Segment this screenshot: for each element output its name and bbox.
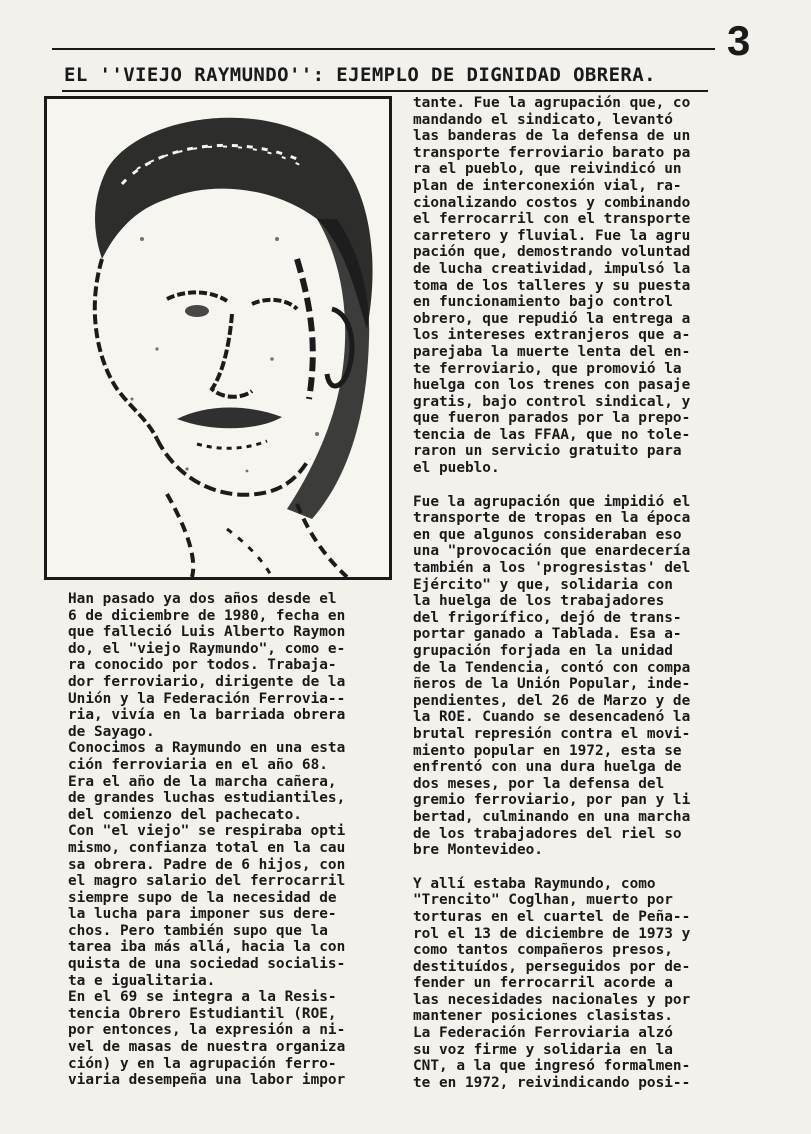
text-line: dos meses, por la defensa del xyxy=(413,775,665,792)
text-line: raron un servicio gratuito para xyxy=(413,443,682,460)
text-line: do, el "viejo Raymundo", como e- xyxy=(68,640,346,657)
paragraph xyxy=(413,876,690,1092)
text-line: tante. Fue la agrupación que, co xyxy=(413,95,691,111)
text-line: 6 de diciembre de 1980, fecha en xyxy=(68,607,346,624)
text-line: la lucha para imponer sus dere- xyxy=(68,906,337,923)
text-line: las necesidades nacionales y por xyxy=(413,991,691,1008)
text-line: parejaba la muerte lenta del en- xyxy=(413,343,691,360)
right-column-text xyxy=(413,95,690,1091)
text-line: te ferroviario, que promovió la xyxy=(413,360,682,377)
text-line: de la Tendencia, contó con compa xyxy=(413,659,691,676)
text-line: portar ganado a Tablada. Esa a- xyxy=(413,626,682,643)
text-line: "Trencito" Coglhan, muerto por xyxy=(413,892,673,909)
text-line: de lucha creatividad, impulsó la xyxy=(413,260,691,277)
text-line: de grandes luchas estudiantiles, xyxy=(68,790,346,807)
text-line: el magro salario del ferrocarril xyxy=(68,873,346,890)
text-line: plan de interconexión vial, ra- xyxy=(413,177,682,194)
text-line: como tantos compañeros presos, xyxy=(413,942,673,959)
text-line: pación que, demostrando voluntad xyxy=(413,244,691,261)
text-line: te en 1972, reivindicando posi-- xyxy=(413,1074,691,1091)
text-line: de los trabajadores del riel so xyxy=(413,825,682,842)
text-line: fender un ferrocarril acorde a xyxy=(413,975,673,992)
text-line: huelga con los trenes con pasaje xyxy=(413,377,691,394)
paragraph xyxy=(68,989,345,1089)
text-line: pendientes, del 26 de Marzo y de xyxy=(413,692,691,709)
text-line: ta e igualitaria. xyxy=(68,972,216,989)
text-line: ra conocido por todos. Trabaja- xyxy=(68,657,337,674)
portrait-illustration xyxy=(47,99,389,577)
text-line: vel de masas de nuestra organiza xyxy=(68,1039,346,1056)
text-line: del frigorífico, dejó de trans- xyxy=(413,609,682,626)
text-line: bre Montevideo. xyxy=(413,842,543,859)
text-line: sa obrera. Padre de 6 hijos, con xyxy=(68,856,346,873)
text-line: ción ferroviaria en el año 68. xyxy=(68,756,328,773)
text-line: Con "el viejo" se respiraba opti xyxy=(68,823,346,840)
text-line: de Sayago. xyxy=(68,723,155,740)
text-line: su voz firme y solidaria en la xyxy=(413,1041,673,1058)
text-line: también a los 'progresistas' del xyxy=(413,560,691,577)
text-line: Fue la agrupación que impidió el xyxy=(413,493,691,510)
text-line: CNT, a la que ingresó formalmen- xyxy=(413,1058,691,1075)
text-line: la ROE. Cuando se desencadenó la xyxy=(413,709,691,726)
text-line: Unión y la Federación Ferrovia-- xyxy=(68,690,346,707)
text-line: ra el pueblo, que reivindicó un xyxy=(413,161,682,178)
text-line: Y allí estaba Raymundo, como xyxy=(413,875,656,892)
text-line: tencia Obrero Estudiantil (ROE, xyxy=(68,1005,337,1022)
text-line: Ejército" y que, solidaria con xyxy=(413,576,673,593)
paragraph xyxy=(68,740,345,823)
text-line: transporte de tropas en la época xyxy=(413,510,691,527)
text-line: mismo, confianza total en la cau xyxy=(68,839,346,856)
text-line: obrero, que repudió la entrega a xyxy=(413,310,691,327)
text-line: brutal represión contra el movi- xyxy=(413,725,691,742)
text-line: el pueblo. xyxy=(413,460,500,477)
paragraph xyxy=(68,823,345,989)
text-line: torturas en el cuartel de Peña-- xyxy=(413,908,691,925)
text-line: que fueron parados por la prepo- xyxy=(413,410,691,427)
headline-bottom-rule xyxy=(62,90,708,92)
text-line: carretero y fluvial. Fue la agru xyxy=(413,227,691,244)
text-line: el ferrocarril con el transporte xyxy=(413,211,691,228)
text-line: los intereses extranjeros que a- xyxy=(413,327,691,344)
paragraph xyxy=(413,95,690,477)
text-line: gremio ferroviario, por pan y li xyxy=(413,792,691,809)
text-line: toma de los talleres y su puesta xyxy=(413,277,691,294)
text-line: ria, vivía en la barriada obrera xyxy=(68,707,346,724)
portrait-photo xyxy=(44,96,392,580)
text-line: mandando el sindicato, levantó xyxy=(413,111,673,128)
text-line: cionalizando costos y combinando xyxy=(413,194,691,211)
text-line: dor ferroviario, dirigente de la xyxy=(68,673,346,690)
left-column-text xyxy=(68,591,345,1089)
text-line: grupación forjada en la unidad xyxy=(413,643,673,659)
text-line: La Federación Ferroviaria alzó xyxy=(413,1025,673,1042)
headline: EL ''VIEJO RAYMUNDO'': EJEMPLO DE DIGNIDAD OBRERA. xyxy=(64,64,656,86)
text-line: tarea iba más allá, hacia la con xyxy=(68,939,346,956)
text-line: miento popular en 1972, esta se xyxy=(413,742,682,759)
text-line: destituídos, perseguidos por de- xyxy=(413,958,691,975)
text-line: Era el año de la marcha cañera, xyxy=(68,773,337,790)
text-line: bertad, culminando en una marcha xyxy=(413,808,691,825)
text-line: rol el 13 de diciembre de 1973 y xyxy=(413,925,691,942)
text-line: las banderas de la defensa de un xyxy=(413,128,691,145)
text-line: por entonces, la expresión a ni- xyxy=(68,1022,346,1039)
text-line: en que algunos consideraban eso xyxy=(413,526,682,543)
text-line: viaria desempeña una labor impor xyxy=(68,1072,346,1089)
text-line: En el 69 se integra a la Resis- xyxy=(68,989,337,1006)
paragraph xyxy=(68,591,345,740)
text-line: ción) y en la agrupación ferro- xyxy=(68,1055,337,1072)
text-line: Conocimos a Raymundo en una esta xyxy=(68,740,346,757)
text-line: Han pasado ya dos años desde el xyxy=(68,591,337,607)
text-line: mantener posiciones clasistas. xyxy=(413,1008,673,1025)
text-line: siempre supo de la necesidad de xyxy=(68,889,337,906)
text-line: enfrentó con una dura huelga de xyxy=(413,759,682,776)
text-line: tencia de las FFAA, que no tole- xyxy=(413,426,691,443)
text-line: quista de una sociedad socialis- xyxy=(68,956,346,973)
text-line: ñeros de la Unión Popular, inde- xyxy=(413,676,691,693)
text-line: que falleció Luis Alberto Raymon xyxy=(68,624,346,641)
paragraph xyxy=(413,494,690,859)
page-number: 3 xyxy=(727,17,751,64)
headline-top-rule xyxy=(52,48,715,50)
text-line: en funcionamiento bajo control xyxy=(413,294,673,311)
text-line: chos. Pero también supo que la xyxy=(68,922,328,939)
text-line: gratis, bajo control sindical, y xyxy=(413,393,691,410)
text-line: la huelga de los trabajadores xyxy=(413,593,665,610)
text-line: transporte ferroviario barato pa xyxy=(413,144,691,161)
text-line: una "provocación que enardecería xyxy=(413,543,691,560)
text-line: del comienzo del pachecato. xyxy=(68,806,302,823)
